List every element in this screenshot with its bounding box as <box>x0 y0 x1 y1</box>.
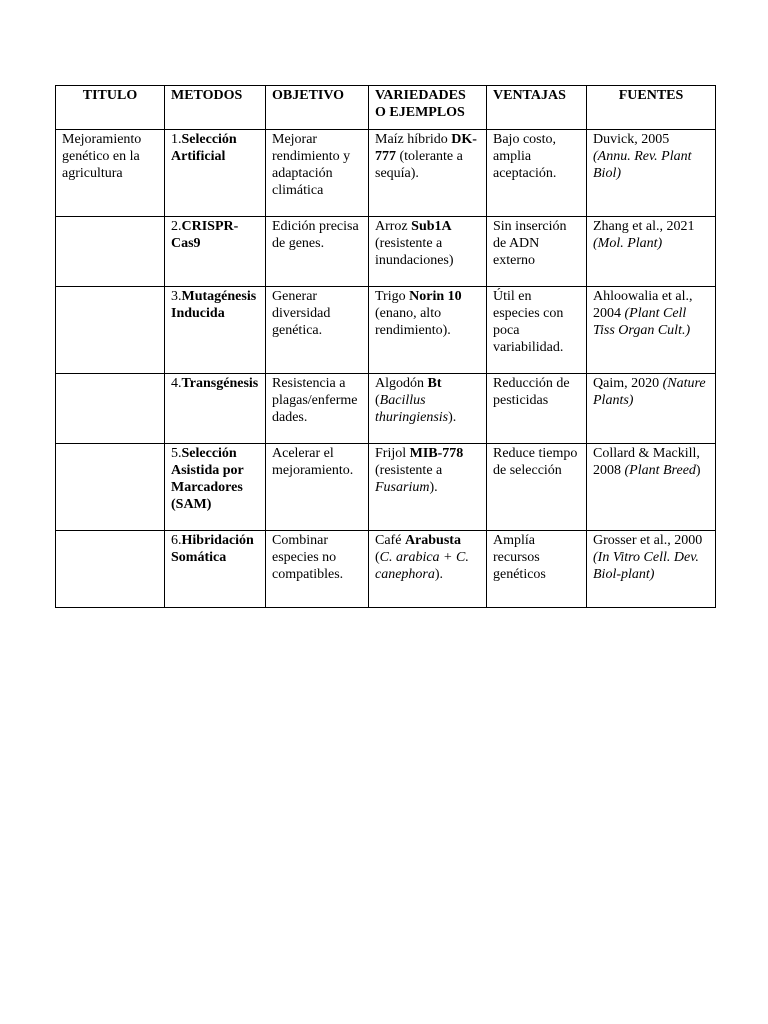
source-journal: (Plant Cell Tiss Organ Cult.) <box>593 306 691 338</box>
header-titulo: TITULO <box>56 86 165 130</box>
method-name: Transgénesis <box>181 376 259 391</box>
example-note: ( <box>375 393 380 408</box>
example-cell <box>369 130 487 217</box>
method-number: 2. <box>171 219 182 234</box>
method-number: 4. <box>171 376 182 391</box>
example-text: Arroz <box>375 219 412 234</box>
table-row <box>56 287 716 374</box>
title-cell-empty <box>56 374 165 444</box>
source-cell <box>587 531 716 608</box>
method-cell <box>165 217 266 287</box>
example-text: Trigo <box>375 289 410 304</box>
example-note-end: ). <box>434 567 444 582</box>
example-variety: Arabusta <box>404 533 461 548</box>
header-objetivo: OBJETIVO <box>266 86 369 130</box>
example-variety: DK-777 <box>375 132 477 164</box>
header-fuentes: FUENTES <box>587 86 716 130</box>
advantage-cell: Reducción de pesticidas <box>487 374 587 444</box>
source-author: Collard & Mackill, 2008 <box>593 446 700 478</box>
advantage-cell: Bajo costo, amplia aceptación. <box>487 130 587 217</box>
method-name: Selección Artificial <box>171 132 237 164</box>
source-cell <box>587 374 716 444</box>
method-name: Hibridación Somática <box>171 533 254 565</box>
example-note-end: ). <box>429 480 438 495</box>
method-number: 3. <box>171 289 182 304</box>
advantage-cell: Sin inserción de ADN externo <box>487 217 587 287</box>
source-cell <box>587 287 716 374</box>
advantage-cell: Amplía recursos genéticos <box>487 531 587 608</box>
source-journal: (Annu. Rev. Plant Biol) <box>593 149 692 181</box>
source-cell <box>587 130 716 217</box>
table-row <box>56 531 716 608</box>
source-author: Ahloowalia et al., 2004 <box>593 289 693 321</box>
method-name: Mutagénesis Inducida <box>171 289 257 321</box>
header-ventajas: VENTAJAS <box>487 86 587 130</box>
example-variety: MIB-778 <box>409 446 464 461</box>
objective-cell: Combinar especies no compatibles. <box>266 531 369 608</box>
example-cell <box>369 444 487 531</box>
table-row <box>56 374 716 444</box>
title-cell: Mejoramiento genético en la agricultura <box>56 130 165 217</box>
objective-cell: Resistencia a plagas/enfermedades. <box>266 374 369 444</box>
method-number: 5. <box>171 446 182 461</box>
method-cell <box>165 444 266 531</box>
example-variety: Norin 10 <box>409 289 462 304</box>
example-text: Café <box>375 533 405 548</box>
example-species: C. arabica + C. canephora <box>375 550 469 582</box>
example-text: Algodón <box>375 376 428 391</box>
source-author: Zhang et al., 2021 <box>593 219 695 234</box>
title-cell-empty <box>56 217 165 287</box>
source-journal: (Mol. Plant) <box>593 236 663 251</box>
example-note: (tolerante a sequía). <box>375 149 463 181</box>
method-number: 6. <box>171 533 182 548</box>
method-cell <box>165 531 266 608</box>
example-note: (resistente a inundaciones) <box>375 236 454 268</box>
title-cell-empty <box>56 444 165 531</box>
source-author: Duvick, 2005 <box>593 132 670 147</box>
source-journal: (In Vitro Cell. Dev. Biol-plant) <box>593 550 699 582</box>
method-name: Selección Asistida por Marcadores (SAM) <box>171 446 244 512</box>
example-note: ( <box>375 550 380 565</box>
source-author: Grosser et al., 2000 <box>593 533 703 548</box>
source-journal: (Nature Plants) <box>593 376 706 408</box>
objective-cell: Generar diversidad genética. <box>266 287 369 374</box>
source-end: ) <box>695 463 701 478</box>
method-cell <box>165 374 266 444</box>
table-row <box>56 130 716 217</box>
header-variedades: VARIEDADES O EJEMPLOS <box>369 86 487 130</box>
example-text: Frijol <box>375 446 410 461</box>
example-species: Bacillus thuringiensis <box>375 393 449 425</box>
methods-table <box>55 85 716 608</box>
source-journal: (Plant Breed <box>624 463 696 478</box>
example-cell <box>369 217 487 287</box>
objective-cell: Acelerar el mejoramiento. <box>266 444 369 531</box>
table-row <box>56 217 716 287</box>
example-cell <box>369 374 487 444</box>
example-species: Fusarium <box>375 480 430 495</box>
objective-cell: Mejorar rendimiento y adaptación climática <box>266 130 369 217</box>
example-variety: Sub1A <box>411 219 452 234</box>
example-note: (enano, alto rendimiento). <box>375 306 451 338</box>
header-metodos: METODOS <box>165 86 266 130</box>
title-cell-empty <box>56 531 165 608</box>
advantage-cell: Útil en especies con poca variabilidad. <box>487 287 587 374</box>
method-cell <box>165 130 266 217</box>
objective-cell: Edición precisa de genes. <box>266 217 369 287</box>
advantage-cell: Reduce tiempo de selección <box>487 444 587 531</box>
example-variety: Bt <box>427 376 442 391</box>
example-cell <box>369 287 487 374</box>
method-number: 1. <box>171 132 182 147</box>
table-row <box>56 444 716 531</box>
example-cell <box>369 531 487 608</box>
table-header-row <box>56 86 716 130</box>
title-cell-empty <box>56 287 165 374</box>
method-cell <box>165 287 266 374</box>
example-text: Maíz híbrido <box>375 132 452 147</box>
method-name: CRISPR-Cas9 <box>171 219 239 251</box>
source-cell <box>587 217 716 287</box>
source-author: Qaim, 2020 <box>593 376 663 391</box>
source-cell <box>587 444 716 531</box>
example-note: (resistente a <box>375 463 443 478</box>
example-note-end: ). <box>448 410 457 425</box>
